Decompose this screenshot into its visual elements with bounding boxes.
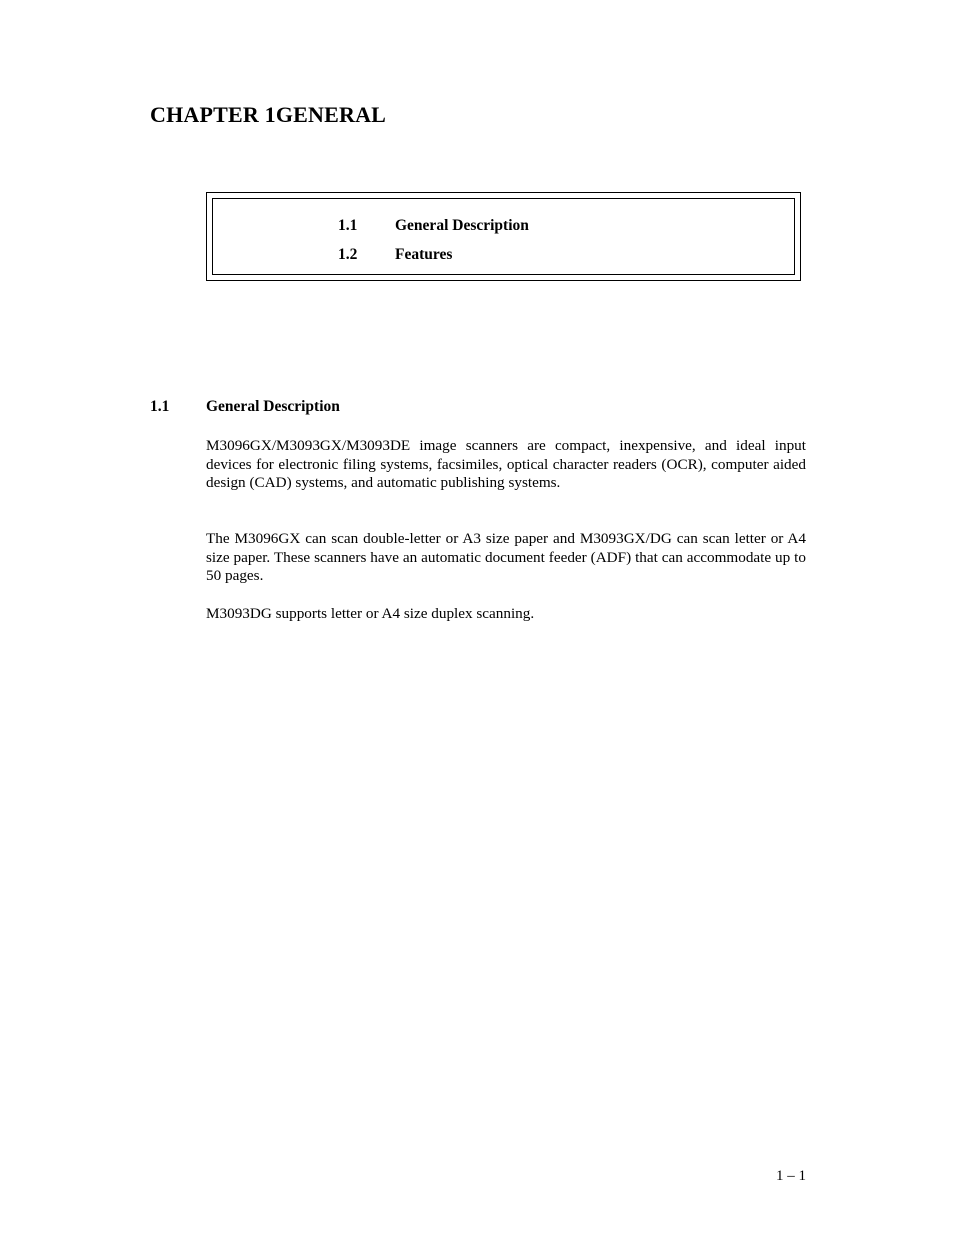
section-paragraph-1: M3096GX/M3093GX/M3093DE image scanners are compact, inexpensive, and ideal input devices for electronic filing systems, facsimiles, optical character readers (OCR), computer aided design (CAD) systems, and automatic publishing systems. (206, 437, 806, 492)
section-paragraph-2: The M3096GX can scan double-letter or A3 size paper and M3093GX/DG can scan letter or A4 size paper. These scanners have an automatic document feeder (ADF) that can accommodate up to 50 pages. (206, 530, 806, 585)
toc-item-number: 1.1 (338, 217, 358, 234)
chapter-title: CHAPTER 1GENERAL (150, 102, 387, 127)
section-paragraph-3: M3093DG supports letter or A4 size duplex scanning. (206, 605, 535, 622)
toc-item-number: 1.2 (338, 246, 358, 263)
section-title: General Description (206, 398, 340, 415)
toc-item-label: General Description (395, 217, 529, 234)
chapter-contents-inner-frame (212, 198, 795, 275)
chapter-contents-box (206, 192, 801, 281)
section-number: 1.1 (150, 398, 170, 415)
page-number: 1 – 1 (776, 1168, 806, 1184)
toc-item-label: Features (395, 246, 453, 263)
